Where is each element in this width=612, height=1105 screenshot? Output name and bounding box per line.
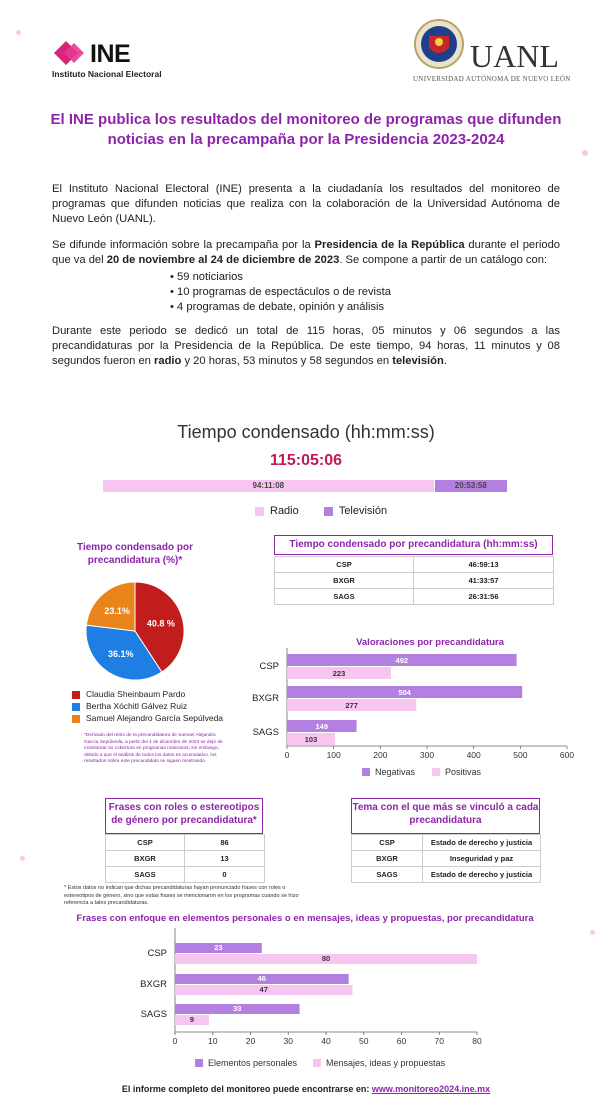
text-span: . Se compone a partir de un catálogo con:: [339, 254, 548, 266]
bold-span: radio: [154, 355, 182, 367]
legend-label-tv: Televisión: [338, 505, 388, 517]
bar-value-label: 223: [332, 669, 346, 678]
pie-chart: [84, 580, 186, 682]
bar-value-label: 80: [321, 954, 331, 963]
table-cell: Estado de derecho y justicia: [423, 867, 541, 883]
table-cell: CSP: [352, 835, 423, 851]
legend-label: Elementos personales: [208, 1058, 298, 1068]
tiempo-condensado-bar: [103, 480, 507, 492]
table-row: [275, 557, 554, 573]
list-item: • 4 programas de debate, opinión y análisis: [170, 300, 391, 315]
bar-value-label: 149: [315, 722, 329, 731]
legend-label: Claudia Sheinbaum Pardo: [86, 689, 186, 699]
bar-value-label: 277: [345, 701, 358, 710]
category-label: BXGR: [140, 979, 167, 990]
tabla-roles-title: Frases con roles o estereotipos de género por precandidatura*: [105, 798, 263, 834]
ine-subtitle: Instituto Nacional Electoral: [52, 69, 162, 79]
x-tick-label: 600: [559, 750, 575, 760]
tabla-tema-title: Tema con el que más se vinculó a cada precandidatura: [351, 798, 540, 834]
x-tick-label: 200: [373, 750, 388, 760]
bar-value-label: 46: [257, 974, 266, 983]
legend-label: Positivas: [445, 767, 482, 777]
x-tick-label: 300: [419, 750, 435, 760]
pie-legend-item: [72, 688, 223, 700]
text-span: durante el periodo que va del: [52, 239, 561, 266]
table-row: [352, 851, 541, 867]
bar-value-label: 33: [233, 1004, 242, 1013]
decorative-dot: [16, 30, 21, 35]
bar-value-label: 492: [395, 656, 409, 665]
table-row: [275, 573, 554, 589]
x-tick-label: 0: [172, 1036, 178, 1046]
legend-swatch: [362, 768, 370, 776]
legend-label: Mensajes, ideas y propuestas: [326, 1058, 446, 1068]
x-tick-label: 60: [396, 1036, 407, 1046]
list-item: • 10 programas de espectáculos o de revista: [170, 285, 391, 300]
uanl-logo-text: UANL: [470, 38, 559, 74]
table-row: [352, 835, 541, 851]
table-row: [106, 835, 265, 851]
tabla-roles: [105, 834, 265, 883]
text-span: y 20 horas, 53 minutos y 58 segundos en: [181, 355, 393, 367]
x-tick-label: 30: [283, 1036, 293, 1046]
table-cell: BXGR: [352, 851, 423, 867]
catalog-list: [170, 270, 391, 315]
x-tick-label: 500: [513, 750, 528, 760]
x-tick-label: 70: [434, 1036, 444, 1046]
radio-bar-segment: 94:11:08: [103, 480, 434, 492]
table-cell: Estado de derecho y justicia: [423, 835, 541, 851]
tiempo-condensado-title: Tiempo condensado (hh:mm:ss): [177, 422, 435, 442]
pie-slice-label: 36.1%: [108, 648, 134, 659]
text-span: Durante este periodo se dedicó un total de 115 horas, 05 minutos y 06 segundos a las precandidaturas por la Presidencia de la República. De este tiempo, 94 horas, 11 minutos y 08 segundos fueron en: [52, 325, 560, 367]
x-tick-label: 50: [359, 1036, 369, 1046]
table-cell: 13: [185, 851, 265, 867]
x-tick-label: 100: [326, 750, 341, 760]
tiempo-condensado-legend: [255, 505, 387, 517]
legend-swatch-tv: [324, 507, 333, 516]
legend-swatch: [72, 703, 80, 711]
table-row: [106, 851, 265, 867]
category-label: CSP: [147, 948, 167, 959]
intro-paragraph-1: El Instituto Nacional Electoral (INE) presenta a la ciudadanía los resultados del monitoreo de programas que difunden noticias que realiza con la colaboración de la Universidad Autónoma de Nuevo León (UANL).: [52, 183, 560, 225]
ine-logo-icon: [52, 38, 88, 68]
page-title: El INE publica los resultados del monitoreo de programas que difunden noticias en la precampaña por la Presidencia 2023-2024: [50, 111, 562, 148]
pie-slice-label: 40.8 %: [146, 618, 175, 629]
tabla-tiempo: [274, 556, 554, 605]
table-cell: SAGS: [275, 589, 414, 605]
bar-value-label: 47: [259, 985, 268, 994]
tabla-tema: [351, 834, 541, 883]
bold-span: Presidencia de la República: [314, 239, 465, 251]
category-label: SAGS: [140, 1009, 167, 1020]
bold-span: televisión: [392, 355, 444, 367]
x-tick-label: 10: [208, 1036, 218, 1046]
table-cell: 46:59:13: [414, 557, 554, 573]
chart-title: Valoraciones por precandidatura: [356, 637, 504, 648]
table-cell: 86: [185, 835, 265, 851]
tv-bar-segment: 20:53:58: [435, 480, 507, 492]
decorative-dot: [590, 930, 595, 935]
table-cell: 0: [185, 867, 265, 883]
tabla-roles-footnote: * Estos datos no indican que dichas precandidaturas hayan pronunciado frases con roles o estereotipos de género, sino que estas frases se mencionaron en los programas cuando se hizo referencia a tales precandidaturas.: [64, 885, 299, 906]
table-row: [275, 589, 554, 605]
footer-link[interactable]: www.monitoreo2024.ine.mx: [371, 1084, 491, 1094]
footer-text: El informe completo del monitoreo puede encontrarse en:: [121, 1084, 372, 1094]
decorative-dot: [20, 856, 25, 861]
pie-footnote: *Derivado del retiro de la precandidatura de Samuel Alejandro García Sepúlveda, a partir del 4 de diciembre de 2023 se dejó de monitorear su cobertura en programas noticiosos; sin embargo, debido a que el análisis de todos los datos es acumulativo, los resultados sobre este precandidato se siguen mostrando: [84, 733, 223, 764]
table-cell: Inseguridad y paz: [423, 851, 541, 867]
bar-value-label: 504: [398, 688, 411, 697]
text-span: Se difunde información sobre la precampaña por la: [52, 239, 315, 251]
uanl-seal-icon: [413, 18, 465, 74]
x-tick-label: 80: [472, 1036, 482, 1046]
uanl-subtitle: UNIVERSIDAD AUTÓNOMA DE NUEVO LEÓN: [413, 75, 571, 83]
table-cell: SAGS: [352, 867, 423, 883]
x-tick-label: 20: [245, 1036, 256, 1046]
text-span: .: [443, 355, 447, 367]
bar-value-label: 9: [189, 1015, 195, 1024]
legend-swatch: [195, 1059, 203, 1067]
legend-label-radio: Radio: [270, 505, 299, 517]
footer: [0, 1084, 612, 1094]
valoraciones-chart: [250, 634, 590, 780]
category-label: CSP: [259, 661, 279, 672]
tabla-tiempo-title: Tiempo condensado por precandidatura (hh:mm:ss): [274, 535, 553, 555]
bar-value-label: 103: [304, 735, 318, 744]
x-tick-label: 40: [321, 1036, 331, 1046]
bold-span: 20 de noviembre al 24 de diciembre de 2023: [106, 254, 340, 266]
x-tick-label: 400: [466, 750, 481, 760]
pie-legend: [72, 688, 223, 724]
table-cell: CSP: [275, 557, 414, 573]
legend-label: Samuel Alejandro García Sepúlveda: [86, 713, 224, 723]
table-cell: BXGR: [275, 573, 414, 589]
table-cell: CSP: [106, 835, 185, 851]
pie-chart-title: Tiempo condensado por precandidatura (%)*: [77, 542, 193, 566]
decorative-dot: [582, 150, 588, 156]
list-item: • 59 noticiarios: [170, 270, 391, 285]
legend-swatch: [72, 691, 80, 699]
table-row: [352, 867, 541, 883]
category-label: SAGS: [252, 727, 279, 738]
frases-chart: [40, 910, 570, 1072]
legend-label: Bertha Xóchitl Gálvez Ruiz: [86, 701, 188, 711]
legend-swatch-radio: [255, 507, 264, 516]
bar-value-label: 23: [214, 943, 223, 952]
legend-swatch: [72, 715, 80, 723]
pie-slice-label: 23.1%: [104, 605, 130, 616]
table-row: [106, 867, 265, 883]
tiempo-condensado-total: 115:05:06: [269, 452, 343, 469]
legend-label: Negativas: [375, 767, 416, 777]
pie-legend-item: [72, 712, 223, 724]
table-cell: SAGS: [106, 867, 185, 883]
legend-swatch: [432, 768, 440, 776]
legend-swatch: [313, 1059, 321, 1067]
table-cell: BXGR: [106, 851, 185, 867]
category-label: BXGR: [252, 693, 279, 704]
table-cell: 41:33:57: [414, 573, 554, 589]
chart-title: Frases con enfoque en elementos personales o en mensajes, ideas y propuestas, por precandidatura: [76, 913, 534, 924]
ine-logo-text: INE: [90, 40, 131, 68]
intro-paragraph-3: [52, 324, 560, 369]
intro-paragraph-2: [52, 238, 560, 268]
x-tick-label: 0: [284, 750, 290, 760]
pie-legend-item: [72, 700, 223, 712]
table-cell: 26:31:56: [414, 589, 554, 605]
